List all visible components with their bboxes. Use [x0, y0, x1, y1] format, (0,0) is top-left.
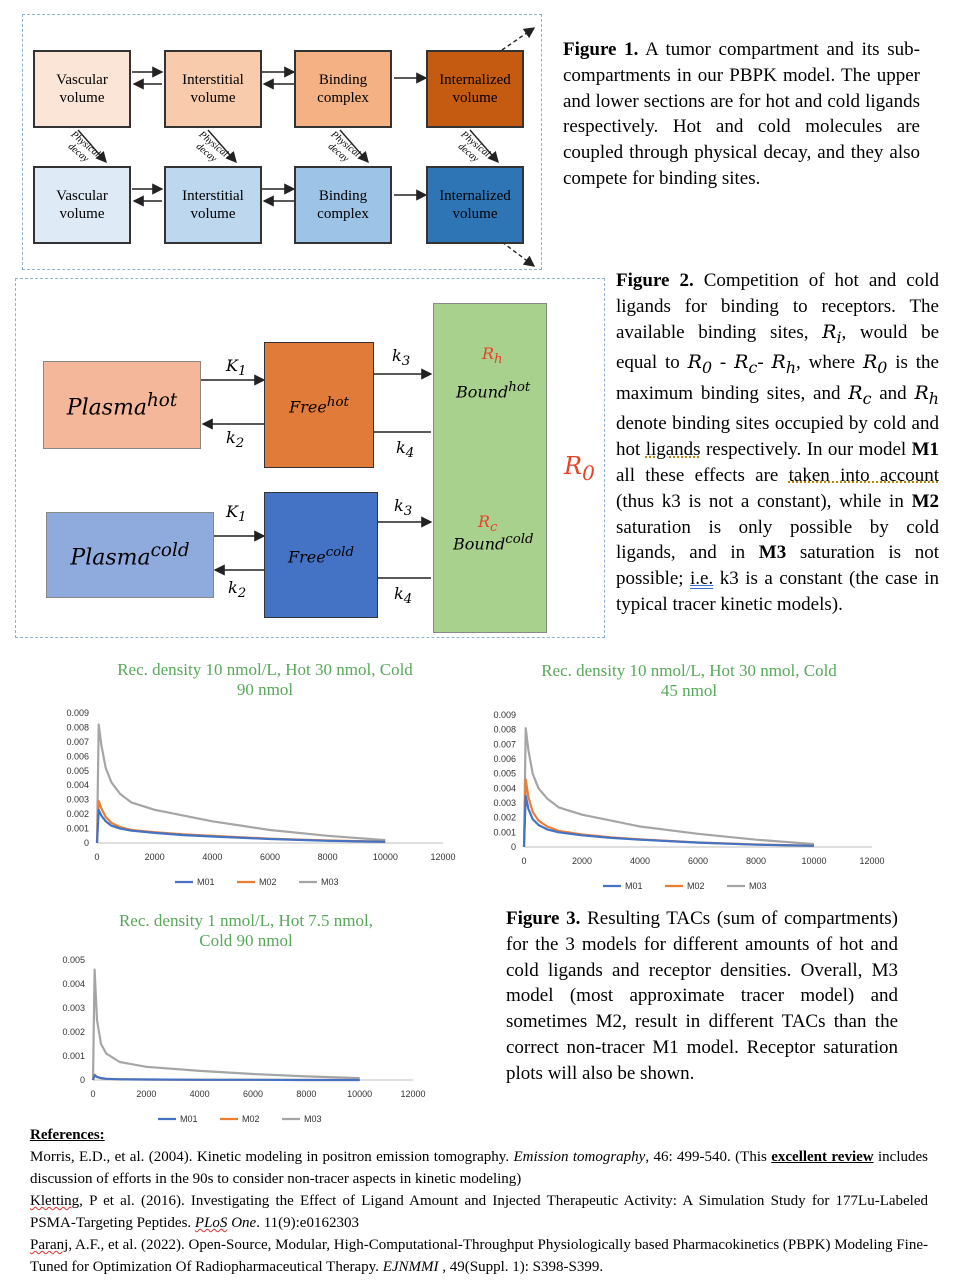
series-line-m03 — [93, 970, 360, 1080]
figure2-caption: Figure 2. Competition of hot and cold ligands for binding to receptors. The available binding sites, $R_i$, would be equal to $R_0 - R_c-$ $R_h$, where $R_0$ is the maximum binding sites, and $R_c$ and $R_h$ denote binding sites occupied by cold and hot ligands respectively. In our model M1 all these effects are taken into account (thus k3 is not a constant), while in M2 saturation is only possible by cold ligands, and in M3 saturation is not possible; i.e. k3 is a constant (the case in typical tracer kinetic models). — [616, 270, 940, 615]
y-tick-label: 0.008 — [66, 722, 89, 733]
chart2 — [466, 704, 896, 899]
cold-vascular-box — [33, 166, 131, 244]
y-tick-label: 0.003 — [493, 798, 516, 808]
K1-cold-label: $K_1$ — [226, 502, 247, 526]
plasma-hot-base: Plasma — [66, 395, 147, 421]
x-tick-label: 0 — [521, 856, 527, 866]
x-tick-label: 2000 — [136, 1089, 157, 1099]
x-tick-label: 10000 — [372, 852, 398, 862]
x-tick-label: 2000 — [571, 856, 593, 866]
y-tick-label: 0.001 — [66, 823, 89, 834]
x-tick-label: 12000 — [400, 1089, 426, 1099]
chart3 — [40, 950, 440, 1135]
cold-binding-label: Binding complex — [317, 188, 369, 222]
free-cold-sup: cold — [325, 544, 354, 560]
hot-vascular-label: Vascular volume — [56, 72, 108, 106]
k2-hot-label: $k_2$ — [226, 428, 245, 452]
x-tick-label: 6000 — [242, 1089, 264, 1099]
figure3-caption: Figure 3. Resulting TACs (sum of compartments) for the 3 models for different amounts of hot and cold ligands and receptor densities. Overall, M3 model (most approximate tracer model) and sometimes M2, result in different TACs than the correct non-tracer M1 model. Receptor saturation plots will also be shown. — [506, 908, 899, 1084]
y-tick-label: 0.007 — [66, 736, 89, 747]
x-tick-label: 10000 — [801, 856, 827, 866]
y-tick-label: 0.004 — [66, 780, 89, 791]
x-tick-label: 12000 — [430, 852, 456, 862]
decay-label-3: Physical decay — [325, 129, 363, 165]
reference-3: Paranj, A.F., et al. (2022). Open-Source, Modular, High-Computational-Throughput Physiologically based Pharmacokinetics (PBPK) Modeling Fine-Tuned for Optimization Of Radiopharmaceutical Therapy. EJNMMI , 49(Suppl. 1): S398-S399. — [30, 1237, 928, 1275]
legend-label-m03: M03 — [321, 877, 339, 887]
legend-label-m02: M02 — [259, 877, 277, 887]
y-tick-label: 0.003 — [66, 794, 89, 805]
cold-internalized-label: Internalized volume — [439, 188, 511, 222]
plasma-cold-box — [46, 512, 214, 598]
r0-label: $R_0$ — [564, 452, 595, 485]
y-tick-label: 0 — [83, 838, 89, 848]
figure1-caption — [563, 37, 920, 192]
legend-label-m01: M01 — [197, 877, 215, 887]
bound-hot-label: Bound$^{hot}$ — [456, 380, 531, 402]
free-cold-box — [264, 492, 378, 618]
y-tick-label: 0.002 — [66, 809, 89, 820]
series-line-m01 — [524, 796, 814, 847]
y-tick-label: 0 — [79, 1075, 85, 1085]
y-tick-label: 0.004 — [62, 979, 85, 989]
hot-binding-box — [294, 50, 392, 128]
x-tick-label: 8000 — [745, 856, 767, 866]
k2-cold-label: $k_2$ — [228, 578, 247, 602]
references — [30, 1124, 928, 1278]
y-tick-label: 0.007 — [493, 739, 516, 750]
y-tick-label: 0.002 — [62, 1027, 85, 1037]
figure1-caption-label: Figure 1. — [563, 39, 639, 60]
chart1 — [40, 700, 470, 895]
y-tick-label: 0.001 — [493, 827, 516, 838]
x-tick-label: 0 — [90, 1089, 96, 1099]
x-tick-label: 8000 — [296, 1089, 317, 1099]
y-tick-label: 0.005 — [493, 768, 516, 779]
legend-label-m01: M01 — [625, 881, 643, 891]
hot-internalized-box — [426, 50, 524, 128]
free-hot-sup: hot — [326, 394, 349, 410]
y-tick-label: 0 — [510, 842, 516, 852]
x-tick-label: 4000 — [189, 1089, 210, 1099]
plasma-cold-base: Plasma — [70, 545, 151, 571]
x-tick-label: 12000 — [859, 856, 885, 866]
rh-label: $R_h$ — [482, 344, 503, 368]
x-tick-label: 0 — [94, 852, 100, 862]
y-tick-label: 0.002 — [493, 812, 516, 823]
chart2-title: Rec. density 10 nmol/L, Hot 30 nmol, Cold 45 nmol — [541, 661, 837, 700]
x-tick-label: 6000 — [259, 852, 281, 862]
k3-cold-label: $k_3$ — [394, 496, 413, 520]
decay-label-1: Physical decay — [65, 129, 103, 165]
legend-label-m01: M01 — [180, 1114, 198, 1124]
y-tick-label: 0.003 — [62, 1003, 85, 1013]
k3-hot-label: $k_3$ — [392, 346, 411, 370]
reference-1: Morris, E.D., et al. (2004). Kinetic modeling in positron emission tomography. Emission tomography, 46: 499-540. (This excellent review includes discussion of efforts in the 90s to consider non-tracer aspects in kinetic modeling) — [30, 1149, 928, 1187]
y-tick-label: 0.009 — [493, 710, 516, 720]
hot-internalized-label: Internalized volume — [439, 72, 511, 106]
references-heading: References: — [30, 1127, 105, 1143]
reference-2: Kletting, P et al. (2016). Investigating the Effect of Ligand Amount and Injected Therapeutic Activity: A Simulation Study for 177Lu-Labeled PSMA-Targeting Peptides. PLoS One. 11(9):e0162303 — [30, 1193, 928, 1231]
plasma-hot-box — [43, 361, 201, 449]
legend-label-m02: M02 — [242, 1114, 260, 1124]
y-tick-label: 0.009 — [66, 708, 89, 718]
rc-label: $R_c$ — [478, 512, 498, 536]
y-tick-label: 0.001 — [62, 1051, 85, 1061]
y-tick-label: 0.006 — [493, 754, 516, 764]
hot-vascular-box — [33, 50, 131, 128]
hot-binding-label: Binding complex — [317, 72, 369, 106]
hot-interstitial-box — [164, 50, 262, 128]
chart3-title: Rec. density 1 nmol/L, Hot 7.5 nmol, Cold 90 nmol — [118, 911, 374, 950]
series-line-m02 — [524, 780, 814, 848]
legend-label-m03: M03 — [749, 881, 767, 891]
cold-vascular-label: Vascular volume — [56, 188, 108, 222]
hot-interstitial-label: Interstitial volume — [182, 72, 244, 106]
free-cold-base: Free — [288, 547, 326, 567]
free-hot-base: Free — [289, 397, 327, 417]
x-tick-label: 6000 — [687, 856, 709, 866]
cold-interstitial-box — [164, 166, 262, 244]
decay-label-2: Physical decay — [193, 129, 231, 165]
figure1-caption-text: A tumor compartment and its sub-compartments in our PBPK model. The upper and lower sections are for hot and cold ligands respectively. Hot and cold molecules are coupled through physical decay, and they also compete for binding sites. — [563, 39, 920, 189]
x-tick-label: 4000 — [629, 856, 651, 866]
y-tick-label: 0.006 — [66, 751, 89, 762]
legend-label-m02: M02 — [687, 881, 705, 891]
y-tick-label: 0.004 — [493, 783, 516, 794]
k4-cold-label: $k_4$ — [394, 584, 413, 608]
free-hot-box — [264, 342, 374, 468]
bound-cold-label: Bound$^{cold}$ — [453, 532, 534, 554]
cold-binding-box — [294, 166, 392, 244]
decay-label-4: Physical decay — [455, 129, 493, 165]
k4-hot-label: $k_4$ — [396, 438, 415, 462]
cold-internalized-box — [426, 166, 524, 244]
series-line-m03 — [524, 728, 814, 847]
plasma-hot-sup: hot — [147, 390, 178, 412]
legend-label-m03: M03 — [304, 1114, 322, 1124]
x-tick-label: 10000 — [347, 1089, 373, 1099]
plasma-cold-sup: cold — [150, 540, 190, 562]
x-tick-label: 8000 — [317, 852, 338, 862]
y-tick-label: 0.005 — [62, 955, 85, 965]
x-tick-label: 4000 — [202, 852, 223, 862]
y-tick-label: 0.005 — [66, 765, 89, 776]
y-tick-label: 0.008 — [493, 724, 516, 735]
x-tick-label: 2000 — [144, 852, 165, 862]
chart1-title: Rec. density 10 nmol/L, Hot 30 nmol, Cold 90 nmol — [117, 660, 413, 699]
cold-interstitial-label: Interstitial volume — [182, 188, 244, 222]
K1-hot-label: $K_1$ — [226, 356, 247, 380]
series-line-m03 — [97, 725, 385, 843]
